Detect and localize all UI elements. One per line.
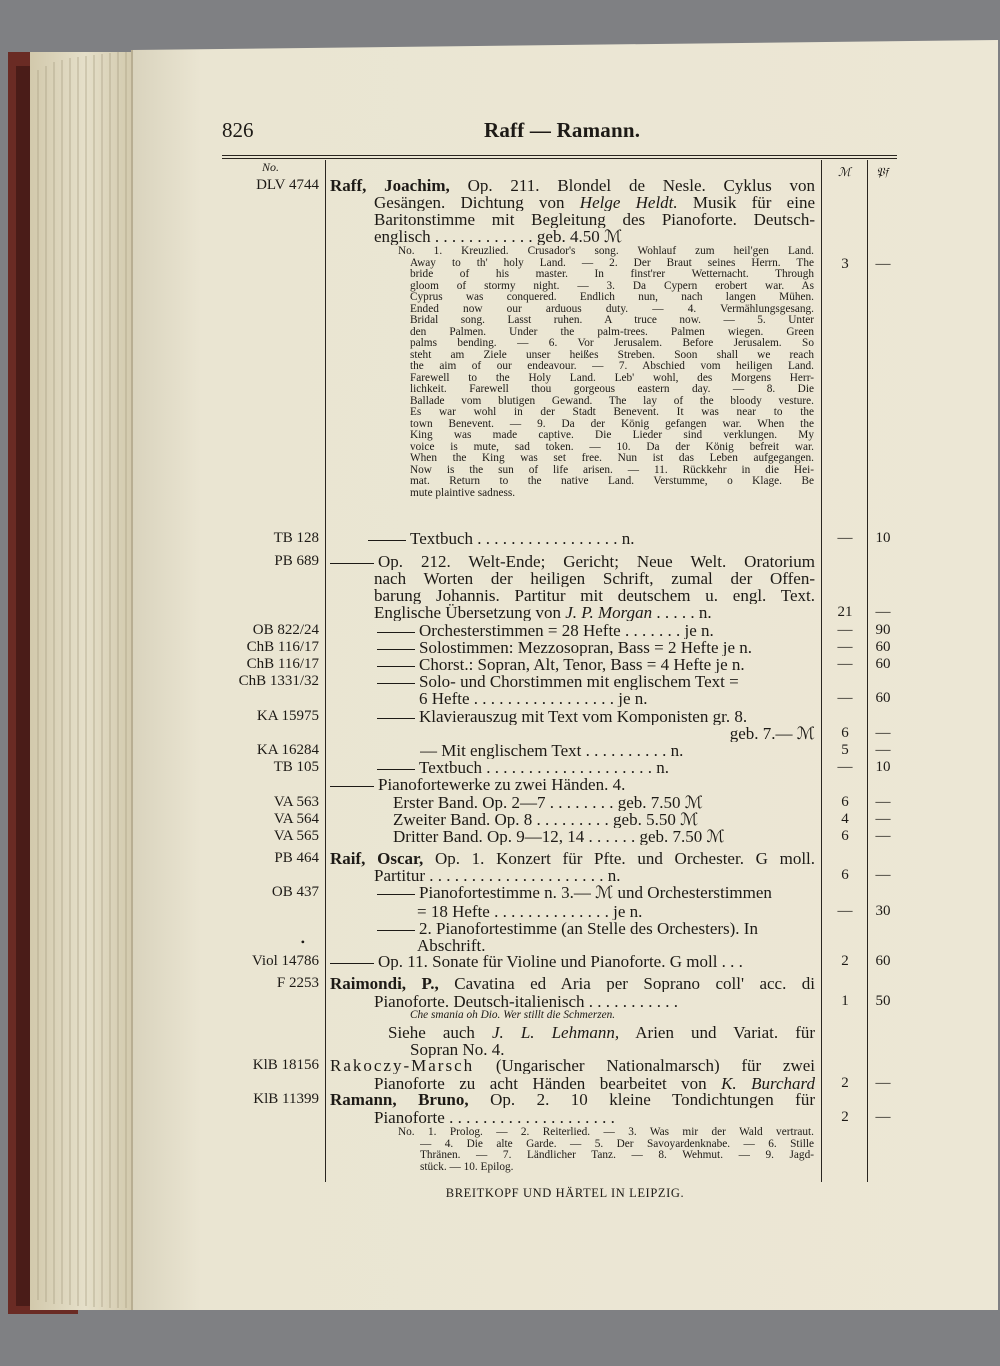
entry-text: Arien und Variat. für	[635, 1024, 815, 1041]
entry-text: Klavierauszug mit Text vom Komponisten gr. 8.	[419, 708, 748, 725]
contents-line: No. 1. Prolog. — 2. Reiterlied. — 3. Was mir der Wald vertraut.	[398, 1127, 814, 1138]
composer-name: Raff, Joachim,	[330, 177, 450, 194]
page-number: 826	[222, 118, 254, 142]
entry-line: englisch . . . . . . . . . . . . geb. 4.50 ℳ	[374, 228, 623, 245]
catalog-number: KA 16284	[256, 742, 319, 758]
entry-line: — Mit englischem Text . . . . . . . . . . n.	[420, 742, 684, 759]
ditto-dash	[368, 540, 406, 541]
price-mark: 2	[841, 953, 849, 969]
contents-line: Bridal song. Lasst ruhen. A truce now. — 5. Unter	[410, 315, 814, 326]
entry-text: Op. 212. Welt-Ende; Gericht; Neue Welt. Oratorium	[378, 553, 815, 570]
entry-text: Cavatina ed Aria per Soprano coll' acc. di	[454, 975, 815, 992]
header-rule	[222, 155, 897, 156]
contents-line: — 4. Die alte Garde. — 5. Der Savoyardenknabe. — 6. Stille	[420, 1138, 814, 1150]
column-pfennig-label: 𝔓𝔣	[876, 165, 889, 179]
price-mark: —	[837, 903, 853, 919]
entry-line	[330, 975, 815, 992]
price-mark: —	[837, 690, 853, 706]
entry-line	[330, 1057, 815, 1074]
catalog-number: PB 464	[274, 850, 319, 866]
catalog-number: KlB 18156	[252, 1057, 319, 1073]
price-mark: 2	[841, 1075, 849, 1091]
price-pfennig: 60	[875, 639, 891, 655]
catalog-number: KlB 11399	[253, 1091, 319, 1107]
composer-name: Raif, Oscar,	[330, 850, 424, 867]
entry-line: = 18 Hefte . . . . . . . . . . . . . . je n.	[417, 903, 643, 920]
contents-line: King was made captive. Die Lieder sind verklungen. My	[410, 430, 814, 441]
catalog-number: TB 105	[273, 759, 319, 775]
price-mark: 6	[841, 794, 849, 810]
price-pfennig: —	[875, 811, 891, 827]
publisher-footer: BREITKOPF UND HÄRTEL IN LEIPZIG.	[445, 1186, 685, 1200]
catalog-number: TB 128	[273, 530, 319, 546]
entry-line: barung Johannis. Partitur mit deutschem u. engl. Text.	[374, 587, 815, 604]
catalog-number: VA 563	[273, 794, 319, 810]
price-mark: 3	[841, 256, 849, 272]
entry-text: Op. 1. Konzert für Pfte. und Orchester. G moll.	[434, 850, 815, 867]
entry-line: Dritter Band. Op. 9—12, 14 . . . . . . geb. 7.50 ℳ	[393, 828, 725, 845]
contents-line: voice is mute, sad token. — 10. Da der König befreit war.	[410, 441, 814, 453]
catalog-number: VA 565	[273, 828, 319, 844]
entry-text: Gesängen. Dichtung von	[374, 194, 565, 211]
contents-line: Che smania oh Dio. Wer stillt die Schmerzen.	[410, 1010, 616, 1021]
cross-reference-name: J. L. Lehmann,	[491, 1024, 620, 1041]
entry-line: Abschrift.	[417, 937, 486, 954]
entry-text: Op. 2. 10 kleine Tondichtungen für	[490, 1091, 815, 1108]
price-mark: 21	[837, 604, 853, 620]
entry-line	[388, 1024, 815, 1041]
price-pfennig: —	[875, 742, 891, 758]
ditto-dash	[377, 930, 415, 931]
price-pfennig: 30	[875, 903, 891, 919]
entry-line	[330, 553, 815, 570]
price-mark: —	[837, 759, 853, 775]
entry-line: nach Worten der heiligen Schrift, zumal der Offen-	[374, 570, 815, 587]
contents-line: Ballade vom blutigen Gewand. The lay of the bloody vesture.	[410, 395, 814, 407]
entry-line	[330, 1091, 815, 1108]
entry-text: . . . . . n.	[656, 604, 712, 621]
catalog-number: KA 15975	[256, 708, 319, 724]
catalog-marker: •	[300, 935, 305, 949]
contents-line: den Palmen. Under the palm-trees. Palmen wiegen. Green	[410, 326, 814, 338]
entry-line: Pianoforte. Deutsch-italienisch . . . . . . . . . . .	[374, 993, 679, 1010]
entry-text: Englische Übersetzung von	[374, 604, 561, 621]
column-mark-label: ℳ	[838, 165, 851, 179]
contents-line: mute plaintive sadness.	[410, 487, 516, 499]
contents-line: steht am Ziele unser heißes Streben. Soon shall we reach	[410, 349, 814, 361]
contents-line: Now is the sun of life arisen. — 11. Rückkehr in die Hei-	[410, 464, 814, 476]
price-pfennig: 90	[875, 622, 891, 638]
column-divider-left	[325, 160, 326, 1182]
entry-line	[330, 177, 815, 194]
column-divider-pfennig	[867, 160, 868, 1182]
catalog-number: F 2253	[276, 975, 319, 991]
composer-name: Ramann, Bruno,	[330, 1091, 469, 1108]
composer-name: Raimondi, P.,	[330, 975, 439, 992]
entry-line: Partitur . . . . . . . . . . . . . . . . . . . . . n.	[374, 867, 621, 884]
catalog-number: VA 564	[273, 811, 319, 827]
contents-line: Cyprus was conquered. Endlich nun, nach langen Mühen.	[410, 292, 814, 303]
entry-line	[330, 850, 815, 867]
entry-line	[377, 884, 815, 901]
entry-text: Solo- und Chorstimmen mit englischem Text =	[419, 673, 739, 690]
catalog-number: OB 822/24	[252, 622, 319, 638]
page-title: Raff — Ramann.	[484, 118, 641, 142]
entry-text: (Ungarischer Nationalmarsch) für zwei	[495, 1057, 815, 1074]
entry-line	[330, 776, 815, 793]
entry-text: Pianoforte zu acht Händen bearbeitet von	[374, 1075, 707, 1092]
entry-line	[374, 1075, 815, 1092]
contents-line: Es war wohl in der Stadt Benevent. It was near to the	[410, 407, 814, 418]
ditto-dash	[377, 769, 415, 770]
price-pfennig: 60	[875, 656, 891, 672]
price-pfennig: 50	[875, 993, 891, 1009]
entry-text: 2. Pianofortestimme (an Stelle des Orchesters). In	[419, 920, 758, 937]
entry-line	[368, 530, 815, 547]
entry-line	[377, 708, 815, 725]
column-divider-mark	[821, 160, 822, 1182]
price-pfennig: —	[875, 604, 891, 620]
ditto-dash	[377, 632, 415, 633]
contents-line: Away to th' holy Land. — 2. Der Braut seines Herrn. The	[410, 257, 814, 269]
catalog-number: ChB 116/17	[246, 639, 319, 655]
entry-line: Sopran No. 4.	[410, 1041, 505, 1058]
ditto-dash	[330, 563, 374, 564]
entry-line	[377, 622, 815, 639]
price-mark: 1	[841, 993, 849, 1009]
entry-line	[330, 953, 815, 970]
entry-text: Textbuch . . . . . . . . . . . . . . . . . n.	[410, 530, 635, 547]
entry-line: geb. 7.— ℳ	[729, 725, 815, 742]
catalog-number: ChB 116/17	[246, 656, 319, 672]
catalog-number: PB 689	[274, 553, 319, 569]
ditto-dash	[377, 718, 415, 719]
ditto-dash	[377, 649, 415, 650]
price-mark: 2	[841, 1109, 849, 1125]
column-number-label: No.	[262, 160, 280, 174]
contents-line: mat. Return to the native Land. Verstumme, o Klage. Be	[410, 476, 814, 487]
contents-line: gloom of stormy night. — 3. Da Cypern erobert war. As	[410, 280, 814, 292]
entry-text: Pianofortestimme n. 3.— ℳ und Orchesterstimmen	[419, 884, 772, 901]
entry-line: Pianoforte . . . . . . . . . . . . . . . . . . . .	[374, 1109, 615, 1126]
entry-text: Textbuch . . . . . . . . . . . . . . . . . . . . n.	[419, 759, 670, 776]
catalog-number: Viol 14786	[251, 953, 319, 969]
price-mark: 5	[841, 742, 849, 758]
price-mark: —	[837, 639, 853, 655]
price-pfennig: —	[875, 256, 891, 272]
entry-text: Op. 211. Blondel de Nesle. Cyklus von	[467, 177, 815, 194]
entry-text: Musik für eine	[692, 194, 815, 211]
entry-line: Zweiter Band. Op. 8 . . . . . . . . . geb. 5.50 ℳ	[393, 811, 699, 828]
contents-line: Thränen. — 7. Ländlicher Tanz. — 8. Wehmut. — 9. Jagd-	[420, 1150, 814, 1161]
entry-text: Solostimmen: Mezzosopran, Bass = 2 Hefte je n.	[419, 639, 753, 656]
price-mark: 6	[841, 725, 849, 741]
entry-line	[377, 656, 815, 673]
price-pfennig: 10	[875, 759, 891, 775]
ditto-dash	[330, 963, 374, 964]
ditto-dash	[330, 786, 374, 787]
entry-line	[374, 194, 815, 211]
contents-line: lichkeit. Farewell thou gorgeous eastern day. — 8. Die	[410, 384, 814, 395]
ditto-dash	[377, 894, 415, 895]
entry-line: Baritonstimme mit Begleitung des Pianoforte. Deutsch-	[374, 211, 815, 228]
price-mark: 6	[841, 828, 849, 844]
price-pfennig: —	[875, 867, 891, 883]
catalog-number: ChB 1331/32	[238, 673, 319, 689]
price-mark: —	[837, 656, 853, 672]
entry-line	[374, 604, 815, 621]
price-mark: 6	[841, 867, 849, 883]
contents-line: Ended now our arduous duty. — 4. Vermählungsgesang.	[410, 303, 814, 315]
contents-line: Farewell to the Holy Land. Leb' wohl, des Morgens Herr-	[410, 372, 814, 384]
price-pfennig: 60	[875, 690, 891, 706]
author-name: Helge Heldt.	[579, 194, 678, 211]
entry-text: Orchesterstimmen = 28 Hefte . . . . . . . je n.	[419, 622, 714, 639]
contents-line: town Benevent. — 9. Da der König gefangen war. When the	[410, 418, 814, 430]
ditto-dash	[377, 683, 415, 684]
price-mark: —	[837, 622, 853, 638]
entry-text: Op. 11. Sonate für Violine und Pianoforte. G moll . . .	[378, 953, 743, 970]
price-pfennig: —	[875, 794, 891, 810]
price-pfennig: —	[875, 828, 891, 844]
price-mark: 4	[841, 811, 849, 827]
price-pfennig: 60	[875, 953, 891, 969]
catalog-number: DLV 4744	[256, 177, 319, 193]
entry-text: Chorst.: Sopran, Alt, Tenor, Bass = 4 Hefte je n.	[419, 656, 745, 673]
price-pfennig: —	[875, 725, 891, 741]
contents-line: When the King was set free. Nun ist das Leben aufgegangen.	[410, 453, 814, 464]
contents-line: bride of his master. In finst'rer Wetternacht. Through	[410, 269, 814, 280]
contents-line: the aim of our endeavour. — 7. Abschied vom heiligen Land.	[410, 361, 814, 372]
entry-line: Erster Band. Op. 2—7 . . . . . . . . geb. 7.50 ℳ	[393, 794, 703, 811]
entry-line: 6 Hefte . . . . . . . . . . . . . . . . . je n.	[419, 690, 648, 707]
translator-name: J. P. Morgan	[565, 604, 653, 621]
price-mark: —	[837, 530, 853, 546]
entry-text: Siehe auch	[388, 1024, 475, 1041]
price-pfennig: —	[875, 1075, 891, 1091]
title-spaced: Rakoczy-Marsch	[330, 1057, 475, 1074]
entry-line	[377, 920, 815, 937]
price-pfennig: 10	[875, 530, 891, 546]
entry-line	[377, 673, 815, 690]
ditto-dash	[377, 666, 415, 667]
contents-line: No. 1. Kreuzlied. Crusador's song. Wohlauf zum heil'gen Land.	[398, 246, 814, 257]
arranger-name: K. Burchard	[721, 1075, 815, 1092]
entry-text: Pianofortewerke zu zwei Händen. 4.	[378, 776, 626, 793]
contents-line: stück. — 10. Epilog.	[420, 1161, 514, 1173]
catalog-number: OB 437	[271, 884, 319, 900]
price-pfennig: —	[875, 1109, 891, 1125]
entry-line	[377, 639, 815, 656]
entry-line	[377, 759, 815, 776]
contents-line: palms bending. — 6. Vor Jerusalem. Before Jerusalem. So	[410, 338, 814, 349]
header-rule-double	[222, 158, 897, 159]
